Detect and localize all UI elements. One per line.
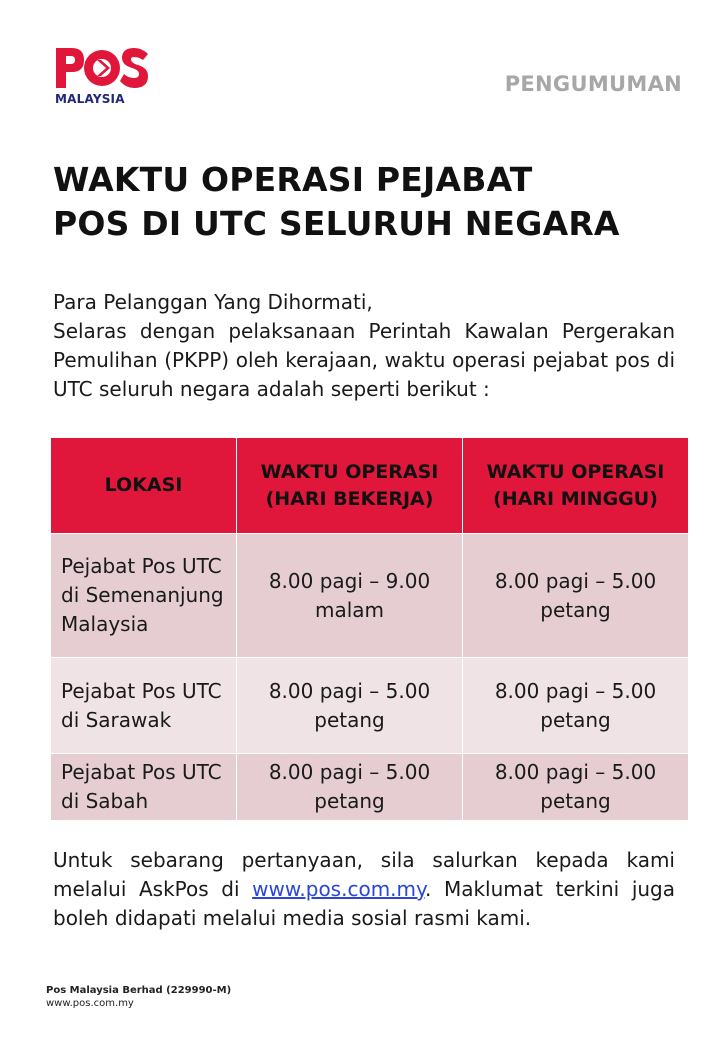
announcement-label: PENGUMUMAN [504,72,682,96]
weekend-hours-cell: 8.00 pagi – 5.00 petang [463,658,689,754]
location-cell: Pejabat Pos UTC di Sarawak [51,658,237,754]
location-cell: Pejabat Pos UTC di Semenanjung Malaysia [51,534,237,658]
operating-hours-table [50,437,689,821]
location-cell: Pejabat Pos UTC di Sabah [51,754,237,821]
pos-malaysia-logo [54,46,154,106]
intro-body-text: Selaras dengan pelaksanaan Perintah Kawalan Pergerakan Pemulihan (PKPP) oleh kerajaan, waktu operasi pejabat pos di UTC seluruh negara adalah seperti berikut : [53,319,675,401]
contact-text-before-link: Untuk sebarang pertanyaan, sila salurkan kepada kami melalui AskPos di [53,848,675,901]
table-row [51,754,689,821]
table-row [51,658,689,754]
footer-company-name: Pos Malaysia Berhad (229990-M) [46,985,232,996]
table-header-row [51,438,689,534]
askpos-website-link[interactable]: www.pos.com.my [252,877,425,901]
weekday-hours-cell: 8.00 pagi – 5.00 petang [237,754,463,821]
contact-text-after-link: . Maklumat terkini juga boleh didapati melalui media sosial rasmi kami. [53,877,676,930]
logo-subtitle: MALAYSIA [55,92,125,106]
pos-logo-mark [54,46,152,90]
weekend-hours-cell: 8.00 pagi – 5.00 petang [463,534,689,658]
contact-paragraph [53,846,675,933]
weekend-hours-cell: 8.00 pagi – 5.00 petang [463,754,689,821]
header-weekday-hours: WAKTU OPERASI (HARI BEKERJA) [237,438,463,534]
footer [46,984,231,1010]
header-weekend-hours: WAKTU OPERASI (HARI MINGGU) [463,438,689,534]
table-row [51,534,689,658]
footer-website: www.pos.com.my [46,998,134,1009]
title-line-1: WAKTU OPERASI PEJABAT [53,160,533,199]
title-line-2: POS DI UTC SELURUH NEGARA [53,204,620,243]
header-location: LOKASI [51,438,237,534]
weekday-hours-cell: 8.00 pagi – 5.00 petang [237,658,463,754]
intro-paragraph [53,288,675,404]
weekday-hours-cell: 8.00 pagi – 9.00 malam [237,534,463,658]
page-title [53,158,693,246]
greeting-text: Para Pelanggan Yang Dihormati, [53,290,373,314]
